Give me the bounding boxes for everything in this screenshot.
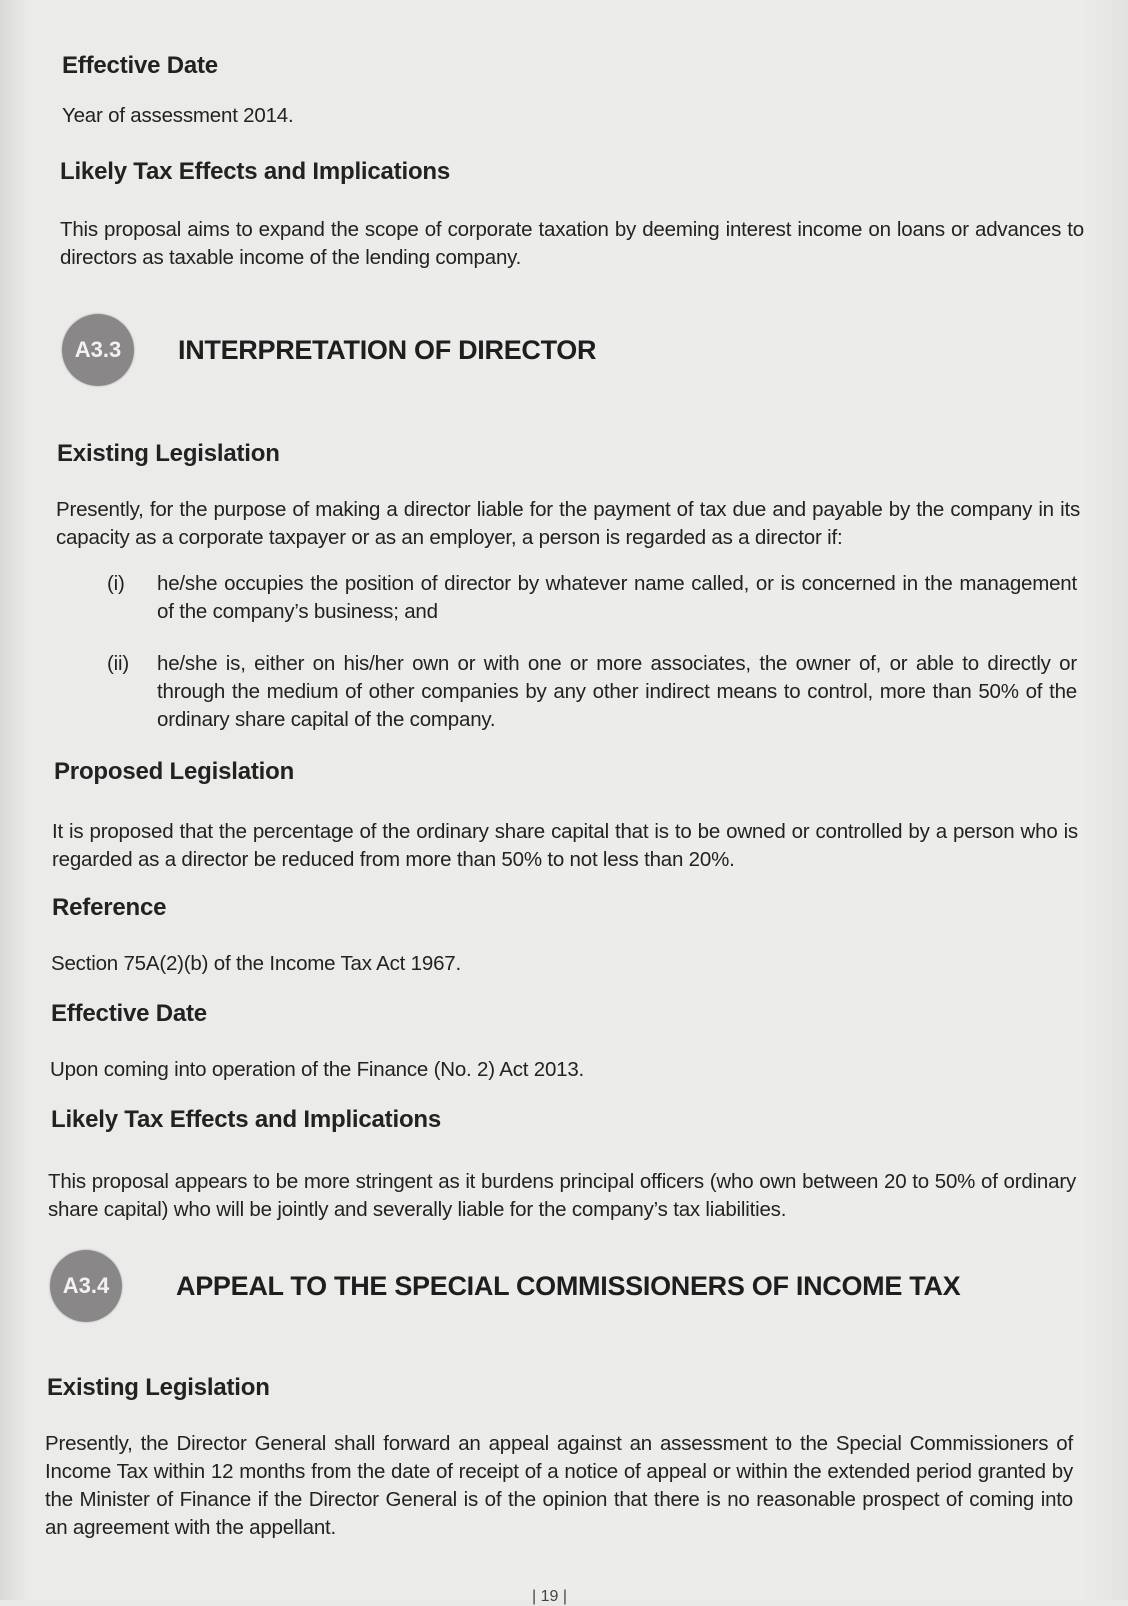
reference-heading: Reference	[52, 894, 167, 921]
page-number: | 19 |	[532, 1588, 567, 1605]
section-a33-header	[62, 314, 596, 386]
proposed-legislation-text: It is proposed that the percentage of the ordinary share capital that is to be owned or controlled by a person who is regarded as a director be reduced from more than 50% to not less than 20%.	[52, 820, 1078, 871]
list-text: he/she is, either on his/her own or with one or more associates, the owner of, or able to directly or through the medium of other companies by any other indirect means to control, more than 50% of the ordinary share capital of the company.	[157, 652, 1077, 731]
list-text: he/she occupies the position of director by whatever name called, or is concerned in the management of the company’s business; and	[157, 572, 1077, 623]
effective-date-heading: Effective Date	[51, 1000, 207, 1027]
likely-tax-effects-heading: Likely Tax Effects and Implications	[51, 1106, 442, 1133]
section-badge: A3.4	[50, 1250, 122, 1322]
section-badge: A3.3	[62, 314, 134, 386]
list-number: (i)	[107, 572, 125, 595]
effective-date-text: Upon coming into operation of the Finance (No. 2) Act 2013.	[50, 1058, 585, 1081]
reference-text: Section 75A(2)(b) of the Income Tax Act 1967.	[51, 952, 461, 975]
section-title: APPEAL TO THE SPECIAL COMMISSIONERS OF INCOME TAX	[176, 1270, 961, 1301]
existing-legislation-heading: Existing Legislation	[57, 440, 280, 467]
effective-date-heading: Effective Date	[62, 52, 218, 79]
list-item	[107, 570, 1077, 626]
likely-tax-effects-text: This proposal aims to expand the scope of corporate taxation by deeming interest income on loans or advances to directors as taxable income of the lending company.	[60, 218, 1084, 269]
existing-legislation-text: Presently, the Director General shall forward an appeal against an assessment to the Special Commissioners of Income Tax within 12 months from the date of receipt of a notice of appeal or within the extended period granted by the Minister of Finance if the Director General is of the opinion that there is no reasonable prospect of coming into an agreement with the appellant.	[45, 1432, 1073, 1539]
proposed-legislation-heading: Proposed Legislation	[54, 758, 295, 785]
effective-date-text: Year of assessment 2014.	[62, 104, 294, 127]
existing-legislation-text: Presently, for the purpose of making a director liable for the payment of tax due and payable by the company in its capacity as a corporate taxpayer or as an employer, a person is regarded as a director if:	[56, 498, 1080, 549]
list-number: (ii)	[107, 652, 129, 675]
likely-tax-effects-heading: Likely Tax Effects and Implications	[60, 158, 451, 185]
likely-tax-effects-text: This proposal appears to be more stringent as it burdens principal officers (who own between 20 to 50% of ordinary share capital) who will be jointly and severally liable for the company’s tax liabilities.	[48, 1170, 1076, 1221]
section-title: INTERPRETATION OF DIRECTOR	[178, 334, 597, 365]
section-a34-header	[50, 1250, 960, 1322]
list-item	[107, 650, 1077, 734]
existing-legislation-heading: Existing Legislation	[47, 1374, 270, 1401]
